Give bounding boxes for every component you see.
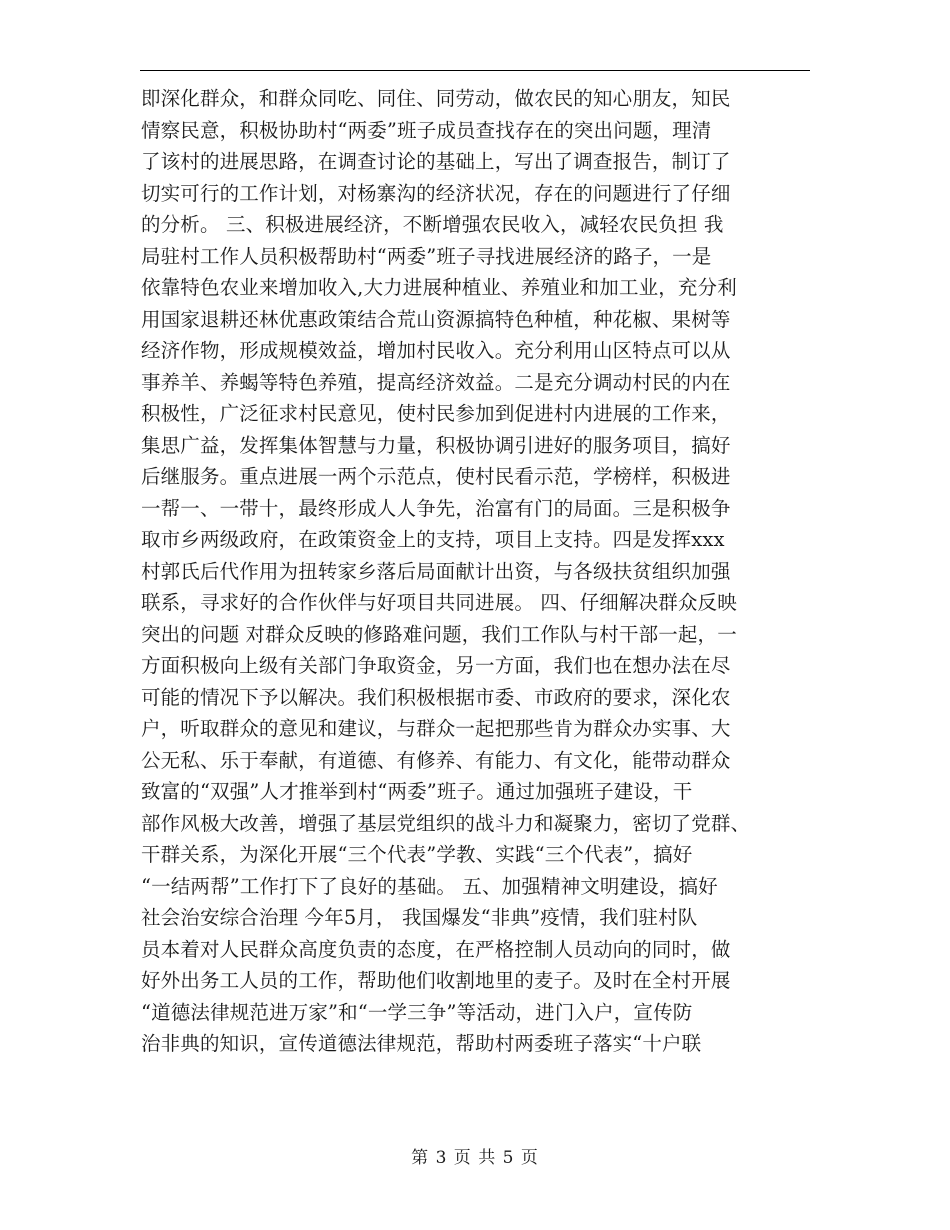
text-line: 突出的问题 对群众反映的修路难问题，我们工作队与村干部一起，一 <box>141 622 737 646</box>
header-rule <box>140 70 810 71</box>
page-number-footer: 第 3 页 共 5 页 <box>411 1148 539 1168</box>
text-line: 依靠特色农业来增加收入,大力进展种植业、养殖业和加工业，充分利 <box>141 276 737 299</box>
body-text <box>141 83 813 1060</box>
text-line: “道德法律规范进万家”和“一学三争”等活动，进门入户，宣传防 <box>141 1000 693 1024</box>
text-line: 取市乡两级政府，在政策资金上的支持，项目上支持。四是发挥xxx <box>141 528 725 551</box>
text-line: 积极性，广泛征求村民意见，使村民参加到促进村内进展的工作来， <box>141 402 731 425</box>
text-line: 局驻村工作人员积极帮助村“两委”班子寻找进展经济的路子，一是 <box>141 244 712 268</box>
text-line: 的分析。 三、积极进展经济，不断增强农民收入，减轻农民负担 我 <box>141 213 724 236</box>
text-line: 方面积极向上级有关部门争取资金，另一方面，我们也在想办法在尽 <box>141 654 731 677</box>
text-line: 治非典的知识，宣传道德法律规范，帮助村两委班子落实“十户联 <box>141 1032 702 1055</box>
text-line: 好外出务工人员的工作，帮助他们收割地里的麦子。及时在全村开展 <box>141 969 731 992</box>
text-line: 干群关系，为深化开展“三个代表”学教、实践“三个代表”，搞好 <box>141 843 693 866</box>
text-line: 事养羊、养蝎等特色养殖，提高经济效益。二是充分调动村民的内在 <box>141 370 731 394</box>
text-line: “一结两帮”工作打下了良好的基础。 五、加强精神文明建设，搞好 <box>141 874 718 898</box>
text-line: 可能的情况下予以解决。我们积极根据市委、市政府的要求，深化农 <box>141 685 731 709</box>
text-line: 经济作物，形成规模效益，增加村民收入。充分利用山区特点可以从 <box>141 339 731 362</box>
text-line: 了该村的进展思路，在调查讨论的基础上，写出了调查报告，制订了 <box>141 150 731 173</box>
text-line: 户，听取群众的意见和建议，与群众一起把那些肯为群众办实事、大 <box>141 717 731 740</box>
text-line: 联系，寻求好的合作伙伴与好项目共同进展。 四、仔细解决群众反映 <box>141 591 737 614</box>
text-line: 公无私、乐于奉献，有道德、有修养、有能力、有文化，能带动群众 <box>141 748 731 772</box>
text-line: 用国家退耕还林优惠政策结合荒山资源搞特色种植，种花椒、果树等 <box>141 307 731 331</box>
text-line: 村郭氏后代作用为扭转家乡落后局面献计出资，与各级扶贫组织加强 <box>141 559 731 583</box>
text-line: 社会治安综合治理 今年5月， 我国爆发“非典”疫情，我们驻村队 <box>141 906 698 929</box>
text-line: 一帮一、一带十，最终形成人人争先，治富有门的局面。三是积极争 <box>141 496 731 520</box>
text-line: 情察民意，积极协助村“两委”班子成员查找存在的突出问题，理清 <box>141 118 712 142</box>
text-line: 切实可行的工作计划，对杨寨沟的经济状况，存在的问题进行了仔细 <box>141 181 731 205</box>
text-line: 员本着对人民群众高度负责的态度，在严格控制人员动向的同时，做 <box>141 937 731 961</box>
text-line: 即深化群众，和群众同吃、同住、同劳动，做农民的知心朋友，知民 <box>141 87 731 110</box>
text-line: 集思广益，发挥集体智慧与力量，积极协调引进好的服务项目，搞好 <box>141 433 731 457</box>
text-line: 部作风极大改善，增强了基层党组织的战斗力和凝聚力，密切了党群、 <box>141 811 751 835</box>
text-line: 致富的“双强”人才推举到村“两委”班子。通过加强班子建设，干 <box>141 780 693 803</box>
text-line: 后继服务。重点进展一两个示范点，使村民看示范，学榜样，积极进 <box>141 465 731 488</box>
